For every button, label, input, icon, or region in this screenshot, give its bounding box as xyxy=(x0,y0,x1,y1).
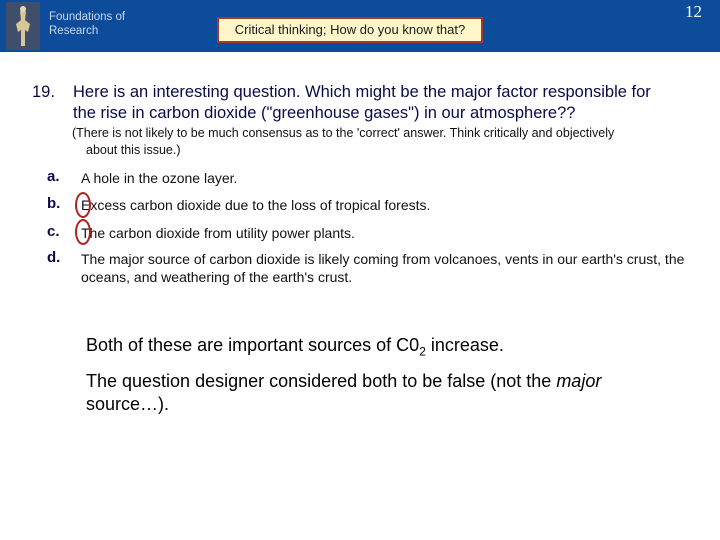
option-letter: a. xyxy=(47,168,60,185)
topic-banner: Critical thinking; How do you know that? xyxy=(217,17,483,43)
course-title xyxy=(49,10,125,38)
highlight-circle-c xyxy=(75,219,91,245)
question-number: 19. xyxy=(32,83,55,101)
highlight-circle-b xyxy=(75,192,91,218)
answer-line2-end: source…). xyxy=(86,394,170,414)
logo-emblem-icon xyxy=(6,2,40,50)
answer-explanation xyxy=(86,370,606,416)
option-letter: c. xyxy=(47,223,60,240)
question-line1: Here is an interesting question. Which might be the major factor responsible for xyxy=(73,83,651,101)
question-note xyxy=(72,125,702,159)
answer-line2-text: The question designer considered both to be false (not the xyxy=(86,371,557,391)
option-letter: d. xyxy=(47,249,61,266)
page-number: 12 xyxy=(685,2,702,21)
course-title-line1: Foundations of xyxy=(49,11,126,23)
question-line2: the rise in carbon dioxide ("greenhouse gases") in our atmosphere?? xyxy=(73,104,576,122)
answer-line1-end: increase. xyxy=(425,335,504,355)
note-line2: about this issue.) xyxy=(86,143,181,157)
option-text: Excess carbon dioxide due to the loss of tropical forests. xyxy=(81,197,431,213)
answer-line1-text: Both of these are important sources of C0 xyxy=(86,335,420,355)
question xyxy=(32,82,702,124)
answer-subscript: 2 xyxy=(419,344,426,359)
option-text: The major source of carbon dioxide is likely coming from volcanoes, vents in our earth's crust, the oceans, and weathering of the earth's crust. xyxy=(81,251,685,285)
option-text: The carbon dioxide from utility power plants. xyxy=(81,225,355,241)
course-title-line2: Research xyxy=(49,25,99,37)
option-text: A hole in the ozone layer. xyxy=(81,170,238,186)
answer-emphasis: major xyxy=(556,371,602,391)
option-letter: b. xyxy=(47,195,61,212)
note-line1: (There is not likely to be much consensus as to the 'correct' answer. Think critically and objectively xyxy=(72,126,615,140)
answer-statement xyxy=(86,335,646,359)
